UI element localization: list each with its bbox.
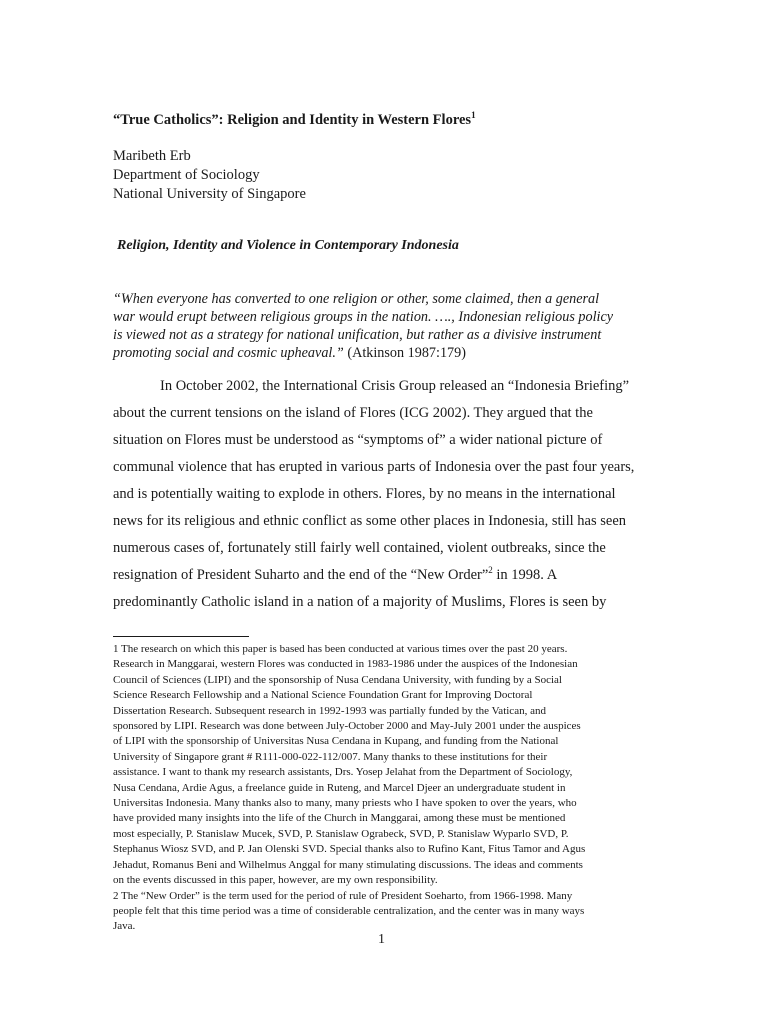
body-paragraph bbox=[113, 373, 658, 616]
footnote-line: Nusa Cendana, Ardie Agus, a freelance guide in Ruteng, and Marcel Djeer an undergraduate student in bbox=[113, 781, 566, 794]
footnote-line: most especially, P. Stanislaw Mucek, SVD, P. Stanislaw Ograbeck, SVD, P. Stanislaw Wyparlo SVD, P. bbox=[113, 827, 569, 840]
epigraph-line: “When everyone has converted to one religion or other, some claimed, then a general bbox=[113, 291, 600, 307]
epigraph-line: is viewed not as a strategy for national unification, but rather as a divisive instrument bbox=[113, 327, 602, 343]
author-name: Maribeth Erb bbox=[113, 148, 191, 164]
footnote-line: 2 The “New Order” is the term used for the period of rule of President Soeharto, from 1966-1998. Many bbox=[113, 889, 573, 902]
footnote-line: Council of Sciences (LIPI) and the sponsorship of Nusa Cendana University, with funding by a Social bbox=[113, 673, 562, 686]
footnote-line: Java. bbox=[113, 920, 136, 933]
body-line: In October 2002, the International Crisis Group released an “Indonesia Briefing” bbox=[160, 378, 630, 394]
footnote-line: on the events discussed in this paper, however, are my own responsibility. bbox=[113, 874, 438, 887]
title-footnote-marker: 1 bbox=[471, 110, 476, 120]
epigraph-citation: (Atkinson 1987:179) bbox=[343, 345, 466, 361]
body-line-segment: resignation of President Suharto and the end of the “New Order” bbox=[113, 567, 489, 583]
body-line: numerous cases of, fortunately still fairly well contained, violent outbreaks, since the bbox=[113, 540, 606, 556]
body-line: and is potentially waiting to explode in others. Flores, by no means in the international bbox=[113, 486, 616, 502]
author-department: Department of Sociology bbox=[113, 167, 260, 183]
author-block bbox=[113, 147, 306, 204]
footnote-line: Jehadut, Romanus Beni and Wilhelmus Anggal for many stimulating discussions. The ideas and comments bbox=[113, 858, 583, 871]
body-line: predominantly Catholic island in a nation of a majority of Muslims, Flores is seen by bbox=[113, 594, 607, 610]
body-footnote-marker: 2 bbox=[488, 565, 493, 576]
body-line-segment: in 1998. A bbox=[492, 567, 558, 583]
footnote-line: Dissertation Research. Subsequent research in 1992-1993 was partially funded by the Vatican, and bbox=[113, 704, 546, 717]
footnote-line: University of Singapore grant # R111-000-022-112/007. Many thanks to these institutions for their bbox=[113, 750, 548, 763]
footnote-line: Science Research Fellowship and a National Science Foundation Grant for Improving Doctoral bbox=[113, 689, 533, 702]
section-heading: Religion, Identity and Violence in Contemporary Indonesia bbox=[117, 238, 459, 253]
author-institution: National University of Singapore bbox=[113, 186, 306, 202]
body-line: about the current tensions on the island of Flores (ICG 2002). They argued that the bbox=[113, 405, 593, 421]
body-line: situation on Flores must be understood as “symptoms of” a wider national picture of bbox=[113, 432, 603, 448]
epigraph bbox=[113, 290, 673, 362]
footnote-separator bbox=[113, 636, 249, 637]
footnote-line: Research in Manggarai, western Flores was conducted in 1983-1986 under the auspices of the Indonesian bbox=[113, 658, 578, 671]
paper-title bbox=[113, 110, 476, 129]
paper-title-text: “True Catholics”: Religion and Identity in Western Flores bbox=[113, 111, 472, 128]
footnote-line: assistance. I want to thank my research assistants, Drs. Yosep Jelahat from the Department of Sociology, bbox=[113, 766, 573, 779]
footnote-line: have provided many insights into the life of the Church in Manggarai, among these must be mentioned bbox=[113, 812, 566, 825]
body-line: news for its religious and ethnic conflict as some other places in Indonesia, still has seen bbox=[113, 513, 627, 529]
footnote-line: people felt that this time period was a time of considerable centralization, and the center was in many ways bbox=[113, 904, 585, 917]
body-line bbox=[113, 562, 658, 589]
footnote-line: sponsored by LIPI. Research was done between July-October 2000 and May-July 2001 under the auspices bbox=[113, 720, 581, 733]
footnote-line: 1 The research on which this paper is based has been conducted at various times over the past 20 years. bbox=[113, 643, 568, 655]
footnote-line: of LIPI with the sponsorship of Universitas Nusa Cendana in Kupang, and funding from the National bbox=[113, 735, 559, 748]
epigraph-line: war would erupt between religious groups in the nation. …., Indonesian religious policy bbox=[113, 309, 614, 325]
epigraph-line: promoting social and cosmic upheaval.” bbox=[113, 345, 344, 361]
footnotes bbox=[113, 642, 658, 935]
body-line: communal violence that has erupted in various parts of Indonesia over the past four years, bbox=[113, 459, 635, 475]
footnote-line: Universitas Indonesia. Many thanks also to many, many priests who I have spoken to over the years, who bbox=[113, 797, 577, 810]
page-number: 1 bbox=[378, 932, 385, 947]
epigraph-last-line bbox=[113, 344, 673, 362]
footnote-line: Stephanus Wiosz SVD, and P. Jan Olenski SVD. Special thanks also to Rufino Kant, Fitus Tamor and Agus bbox=[113, 843, 586, 856]
